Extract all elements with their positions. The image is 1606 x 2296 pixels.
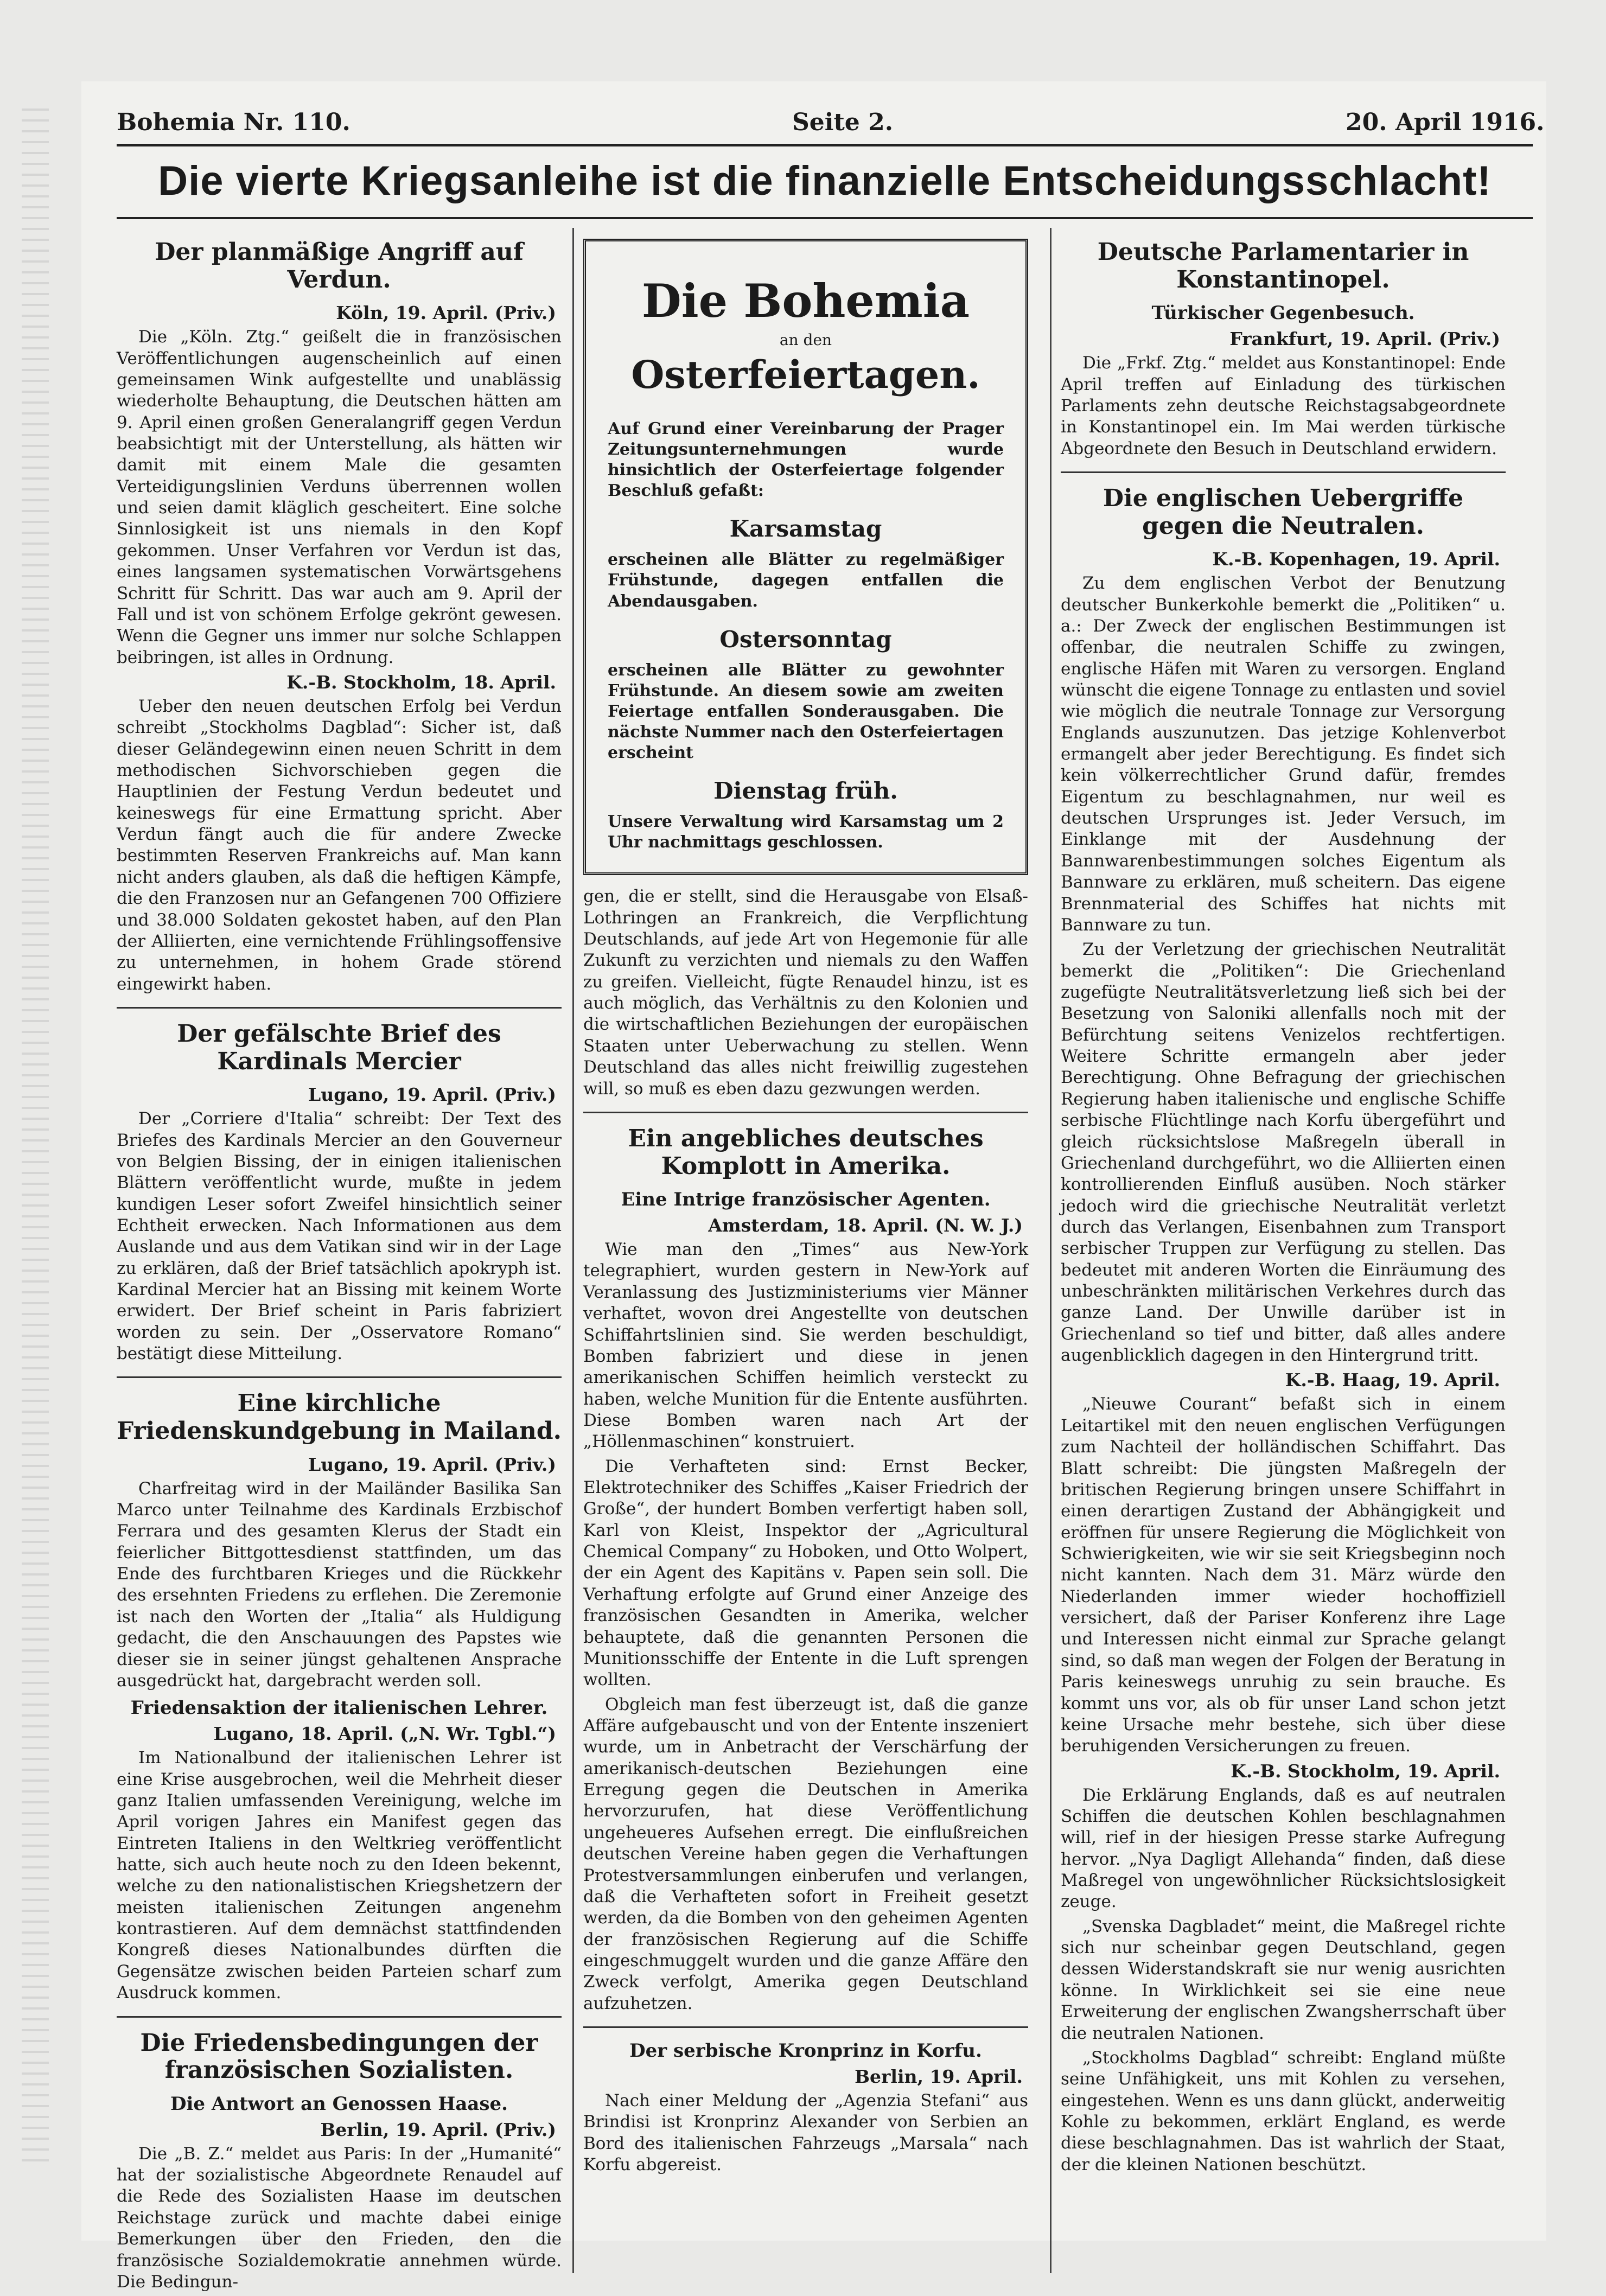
notice-heading-dienstag: Dienstag früh. [713, 777, 898, 805]
article-paragraph: Zu der Verletzung der griechischen Neutralität bemerkt die „Politiken“: Die Griechenland zugefügte Neutralitätsverletzung ließ sich bei der Besetzung von Saloniki allenfalls noch mit der Befürchtung seitens Venizelos rechtfertigen. Weitere Schritte ermangeln aber jeder Berechtigung. Ohne Befragung der griechischen Regierung haben italienische und englische Schiffe serbische Flüchtlinge nach Korfu übergeführt und gleich rücksichtslose Maßregeln überall in Griechenland durchgeführt, wo die Alliierten einen kontrollierenden Einfluß ausüben. Noch stärker jedoch wird die griechische Neutralität verletzt durch das Verlangen, Eisenbahnen zum Transport serbischer Truppen zur Verfügung zu stellen. Das bedeutet mit anderen Worten die Einräumung des unbeschränkten militärischen Verkehres durch das ganze Land. Der Unwille darüber ist in Griechenland so tief und bitter, daß alles andere augenblicklich dagegen in den Hintergrund tritt. [1061, 940, 1506, 1366]
notice-connector: an den [779, 331, 832, 349]
article-separator [117, 1376, 562, 1378]
article-separator [583, 2026, 1028, 2028]
column-middle [583, 233, 1028, 2179]
article-paragraph: Die Verhafteten sind: Ernst Becker, Elektrotechniker des Schiffes „Kaiser Friedrich der Große“, der hundert Bomben verfertigt haben soll, Karl von Kleist, Inspektor der „Agricultural Chemical Company“ zu Hoboken, und Otto Wolpert, der ein Agent des Kapitäns v. Papen sein soll. Die Verhaftung erfolgte auf Grund einer Anzeige des französischen Gesandten in Amerika, welcher behauptete, daß die genannten Personen die Munitionsschiffe der Entente in die Luft sprengen wollten. [583, 1456, 1028, 1690]
easter-notice-box [583, 239, 1028, 875]
article-paragraph: Charfreitag wird in der Mailänder Basilika San Marco unter Teilnahme des Kardinals Erzbischof Ferrara und des gesamten Klerus der Stadt ein feierlicher Bittgottesdienst stattfinden, um das Ende des furchtbaren Krieges und die Rückkehr des ersehnten Friedens zu erflehen. Die Zeremonie ist nach den Worten der „Italia“ als Huldigung gedacht, die den Anschauungen des Papstes wie dieser sie in seiner jüngst gehaltenen Ansprache ausgedrückt hat, dargebracht werden soll. [117, 1478, 562, 1691]
header-issue: Bohemia Nr. 110. [117, 109, 350, 136]
article-paragraph: „Nieuwe Courant“ befaßt sich in einem Leitartikel mit den neuen englischen Verfügungen zum Nachteil der holländischen Schiffahrt. Das Blatt schreibt: Die jüngsten Maßregeln der britischen Regierung bringen unsere Schiffahrt in einen derartigen Zustand der Abhängigkeit und eröffnen für unsere Regierung die Möglichkeit von Schwierigkeiten, wie wir sie seit Kriegsbeginn noch nicht kannten. Nach dem 31. März würde den Niederlanden immer wieder hochoffiziell versichert, daß der Pariser Konferenz ihre Lage und Interessen nicht einmal zur Sprache gelangt sind, so daß man wegen der Folgen der Beratung in Paris keineswegs unruhig zu sein brauche. Es kommt uns vor, als ob für unser Land schon jetzt keine Ursache mehr bestehe, sich über diese beruhigenden Versicherungen zu freuen. [1061, 1394, 1506, 1756]
dateline: Lugano, 18. April. („N. Wr. Tgbl.“) [213, 1723, 556, 1745]
article-title-mercier: Der gefälschte Brief des Kardinals Mercier [177, 1019, 501, 1075]
dateline: K.-B. Stockholm, 19. April. [1231, 1760, 1500, 1782]
article-paragraph: „Svenska Dagbladet“ meint, die Maßregel richte sich nur scheinbar gegen Deutschland, gegen dessen Widerstandskraft sie nur wenig ausrichten könne. In Wirklichkeit sei sie eine neue Erweiterung der englischen Zwangsherrschaft über die neutralen Nationen. [1061, 1916, 1506, 2043]
article-separator [117, 1007, 562, 1009]
article-paragraph: Zu dem englischen Verbot der Benutzung deutscher Bunkerkohle bemerkt die „Politiken“ u. a.: Der Zweck der englischen Bestimmungen ist offenbar, die neutralen Schiffe zu zwingen, englische Häfen mit Waren zu versorgen. England wünscht die eigene Tonnage zu entlasten und soviel wie möglich die neutrale Tonnage zur Versorgung Englands auszunutzen. Das jetzige Kohlenverbot ermangelt aber jeder Berechtigung. Es findet sich kein völkerrechtlicher Grund dafür, fremdes Eigentum zu beschlagnahmen, nur weil es deutschen Ursprunges ist. Jeder Versuch, im Einklange mit der Ausdehnung der Bannwarenbestimmungen solches Eigentum als Bannware zu erklären, muß scheitern. Das eigene Brennmaterial des Schiffes hat nichts mit Bannware zu tun. [1061, 573, 1506, 935]
column-divider-1 [572, 228, 574, 2273]
article-paragraph: Ueber den neuen deutschen Erfolg bei Verdun schreibt „Stockholms Dagblad“: Sicher ist, daß dieser Geländegewinn einen neuen Schritt in dem methodischen Sichvorschieben gegen die Hauptlinien der Festung Verdun bedeutet und keineswegs für eine Ermattung spricht. Aber Verdun fängt auch die für andere Zwecke bestimmten Reserven Frankreichs auf. Man kann nicht anders glauben, als daß die heftigen Kämpfe, die den Franzosen nur an Gefangenen 700 Offiziere und 38.000 Soldaten gekostet haben, auf den Plan der Alliierten, eine vernichtende Frühlingsoffensive zu unternehmen, in hohem Grade störend eingewirkt haben. [117, 696, 562, 994]
dateline: Lugano, 19. April. (Priv.) [308, 1453, 556, 1475]
article-paragraph: Nach einer Meldung der „Agenzia Stefani“ aus Brindisi ist Kronprinz Alexander von Serbien an Bord des italienischen Fahrzeugs „Marsala“ nach Korfu abgereist. [583, 2091, 1028, 2175]
subheading: Friedensaktion der italienischen Lehrer. [130, 1697, 548, 1719]
dateline: Lugano, 19. April. (Priv.) [308, 1084, 556, 1106]
article-paragraph: Die Erklärung Englands, daß es auf neutralen Schiffen die deutschen Kohlen beschlagnahmen will, rief in der hiesigen Presse starke Aufregung hervor. „Nya Dagligt Allehanda“ finden, daß diese Maßregel von ungewöhnlicher Rücksichtslosigkeit zeuge. [1061, 1785, 1506, 1912]
article-paragraph: Im Nationalbund der italienischen Lehrer ist eine Krise ausgebrochen, weil die Mehrheit dieser ganz Italien umfassenden Vereinigung, welche im April vorigen Jahres ein Manifest gegen das Eintreten Italiens in den Weltkrieg veröffentlicht hatte, sich auch heute noch zu den Ideen bekennt, welche zu den nationalistischen Kriegshetzern der meisten italienischen Zeitungen angenehm kontrastieren. Auf dem demnächst stattfindenden Kongreß dieses Nationalbundes dürften die Gegensätze zwischen beiden Parteien scharf zum Ausdruck kommen. [117, 1748, 562, 2003]
dateline: K.-B. Stockholm, 18. April. [286, 671, 556, 693]
article-paragraph: Die „Köln. Ztg.“ geißelt die in französischen Veröffentlichungen augenscheinlich auf einen gemeinsamen Wink aufgestellte und unablässig wiederholte Behauptung, die Deutschen hätten am 9. April einen großen Generalangriff gegen Verdun beabsichtigt mit der Unterstellung, als hätten wir damit mit einem Male die gesamten Verteidigungslinien Verduns überrennen wollen und seien damit kläglich gescheitert. Eine solche Sinnlosigkeit ist uns niemals in den Kopf gekommen. Unser Verfahren vor Verdun ist das, eines langsamen systematischen Vorwärtsgehens Schritt für Schritt. Das war auch am 9. April der Fall und ist von schönem Erfolge gekrönt gewesen. Wenn die Gegner uns immer nur solche Schlappen beibringen, ist alles in Ordnung. [117, 327, 562, 667]
dateline: K.-B. Haag, 19. April. [1285, 1369, 1500, 1391]
dateline: Berlin, 19. April. [855, 2066, 1023, 2088]
header-date: 20. April 1916. [1346, 109, 1545, 136]
dateline: K.-B. Kopenhagen, 19. April. [1212, 549, 1500, 570]
article-title-verdun: Der planmäßige Angriff auf Verdun. [155, 238, 524, 294]
notice-heading-ostersonntag: Ostersonntag [719, 626, 892, 653]
header-page-number: Seite 2. [792, 109, 894, 136]
article-paragraph: „Stockholms Dagblad“ schreibt: England müßte seine Unfähigkeit, uns mit Kohlen zu versehen, eingestehen. Wenn es uns dann glückt, anderweitig Kohle zu bekommen, erklärt England, es werde diese beschlagnahmen. Das ist wahrlich der Staat, der die kleinen Nationen beschützt. [1061, 2048, 1506, 2174]
notice-title: Die Bohemia [641, 274, 970, 328]
column-right [1061, 233, 1506, 2179]
article-title-sozialisten: Die Friedensbedingungen der französischen Sozialisten. [140, 2029, 538, 2084]
article-title-kronprinz: Der serbische Kronprinz in Korfu. [629, 2040, 982, 2062]
subheading: Eine Intrige französischer Agenten. [621, 1189, 991, 1211]
article-title-uebergriffe: Die englischen Uebergriffe gegen die Neutralen. [1102, 484, 1464, 540]
article-title-komplott: Ein angebliches deutsches Komplott in Amerika. [628, 1124, 984, 1180]
article-paragraph: Der „Corriere d'Italia“ schreibt: Der Text des Briefes des Kardinals Mercier an den Gouverneur von Belgien Bissing, der in einigen italienischen Blättern veröffentlicht wurde, mußte in jedem kundigen Leser sofort Zweifel hinsichtlich seiner Echtheit erwecken. Nach Informationen aus dem Auslande und aus dem Vatikan sind wir in der Lage zu erklären, daß der Brief tatsächlich apokryph ist. Kardinal Mercier hat an Bissing mit keinem Worte erwidert. Der Brief scheint in Paris fabriziert worden zu sein. Der „Osservatore Romano“ bestätigt diese Mitteilung. [117, 1109, 562, 1364]
notice-heading-karsamstag: Karsamstag [729, 515, 882, 543]
article-separator [583, 1112, 1028, 1113]
dateline: Köln, 19. April. (Priv.) [336, 302, 556, 324]
article-continuation: gen, die er stellt, sind die Herausgabe von Elsaß-Lothringen an Frankreich, die Verpflichtung Deutschlands, auf jede Art von Hegemonie für alle Zukunft zu verzichten und niemals zu den Waffen zu greifen. Vielleicht, fügte Renaudel hinzu, ist es auch möglich, das Verhältnis zu den Kolonien und die wirtschaftlichen Beziehungen der europäischen Staaten unter Ueberwachung zu stellen. Wenn Deutschland das alles nicht freiwillig zugestehen will, so muß es eben dazu gezwungen werden. [583, 886, 1028, 1099]
notice-text: Unsere Verwaltung wird Karsamstag um 2 Uhr nachmittags geschlossen. [608, 812, 1004, 852]
dateline: Amsterdam, 18. April. (N. W. J.) [708, 1215, 1023, 1236]
header-rule [117, 144, 1533, 146]
notice-text: erscheinen alle Blätter zu gewohnter Frühstunde. An diesem sowie am zweiten Feiertage entfallen Sonderausgaben. Die nächste Nummer nach den Osterfeiertagen erscheint [608, 660, 1004, 763]
article-separator [117, 2016, 562, 2018]
column-left [117, 233, 562, 2296]
dateline: Frankfurt, 19. April. (Priv.) [1229, 328, 1500, 350]
dateline: Berlin, 19. April. (Priv.) [320, 2119, 556, 2140]
article-paragraph: Die „B. Z.“ meldet aus Paris: In der „Humanité“ hat der sozialistische Abgeordnete Renaudel auf die Rede des Sozialisten Haase im deutschen Reichstage zurück und machte dabei einige Bemerkungen über den Frieden, den die französische Sozialdemokratie annehmen würde. Die Bedingun- [117, 2144, 562, 2292]
notice-title-2: Osterfeiertagen. [631, 352, 980, 397]
article-title-parlamentarier: Deutsche Parlamentarier in Konstantinopel. [1097, 238, 1469, 294]
article-separator [1061, 471, 1506, 473]
article-paragraph: Obgleich man fest überzeugt ist, daß die ganze Affäre aufgebauscht und von der Entente inszeniert wurde, um in Anbetracht der Verschärfung der amerikanisch-deutschen Beziehungen eine Erregung gegen die Deutschen in Amerika hervorzurufen, hat diese Veröffentlichung ungeheueres Aufsehen erregt. Die einflußreichen deutschen Vereine haben gegen die Verhaftungen Protestversammlungen einberufen und verlangen, daß die Verhafteten sofort in Freiheit gesetzt werden, da die Bomben von den geheimen Agenten der französischen Regierung auf die Schiffe eingeschmuggelt wurden und die ganze Affäre den Zweck verfolgt, Amerika gegen Deutschland aufzuhetzen. [583, 1694, 1028, 2013]
article-title-mailand: Eine kirchliche Friedenskundgebung in Mailand. [117, 1389, 562, 1445]
war-loan-banner: Die vierte Kriegsanleihe ist die finanzielle Entscheidungsschlacht! [158, 158, 1492, 204]
notice-text: erscheinen alle Blätter zu regelmäßiger Frühstunde, dagegen entfallen die Abendausgaben. [608, 550, 1004, 611]
subheading: Türkischer Gegenbesuch. [1151, 302, 1415, 324]
article-paragraph: Die „Frkf. Ztg.“ meldet aus Konstantinopel: Ende April treffen auf Einladung des türkischen Parlaments zehn deutsche Reichstagsabgeordnete in Konstantinopel ein. Im Mai werden türkische Abgeordnete den Besuch in Deutschland erwidern. [1061, 353, 1506, 458]
article-paragraph: Wie man den „Times“ aus New-York telegraphiert, wurden gestern in New-York auf Veranlassung des Justizministeriums vier Männer verhaftet, wovon drei Angestellte von deutschen Schiffahrtslinien sind. Sie werden beschuldigt, Bomben fabriziert und diese in jenen amerikanischen Schiffen heimlich versteckt zu haben, welche Munition für die Entente ausführten. Diese Bomben waren nach Art der „Höllenmaschinen“ konstruiert. [583, 1240, 1028, 1452]
scan-edge-shadow [22, 109, 49, 2170]
column-divider-2 [1050, 228, 1051, 2273]
subheading: Die Antwort an Genossen Haase. [170, 2093, 508, 2115]
banner-rule [117, 217, 1533, 219]
notice-intro: Auf Grund einer Vereinbarung der Prager Zeitungsunternehmungen wurde hinsichtlich der Osterfeiertage folgender Beschluß gefaßt: [608, 419, 1004, 501]
